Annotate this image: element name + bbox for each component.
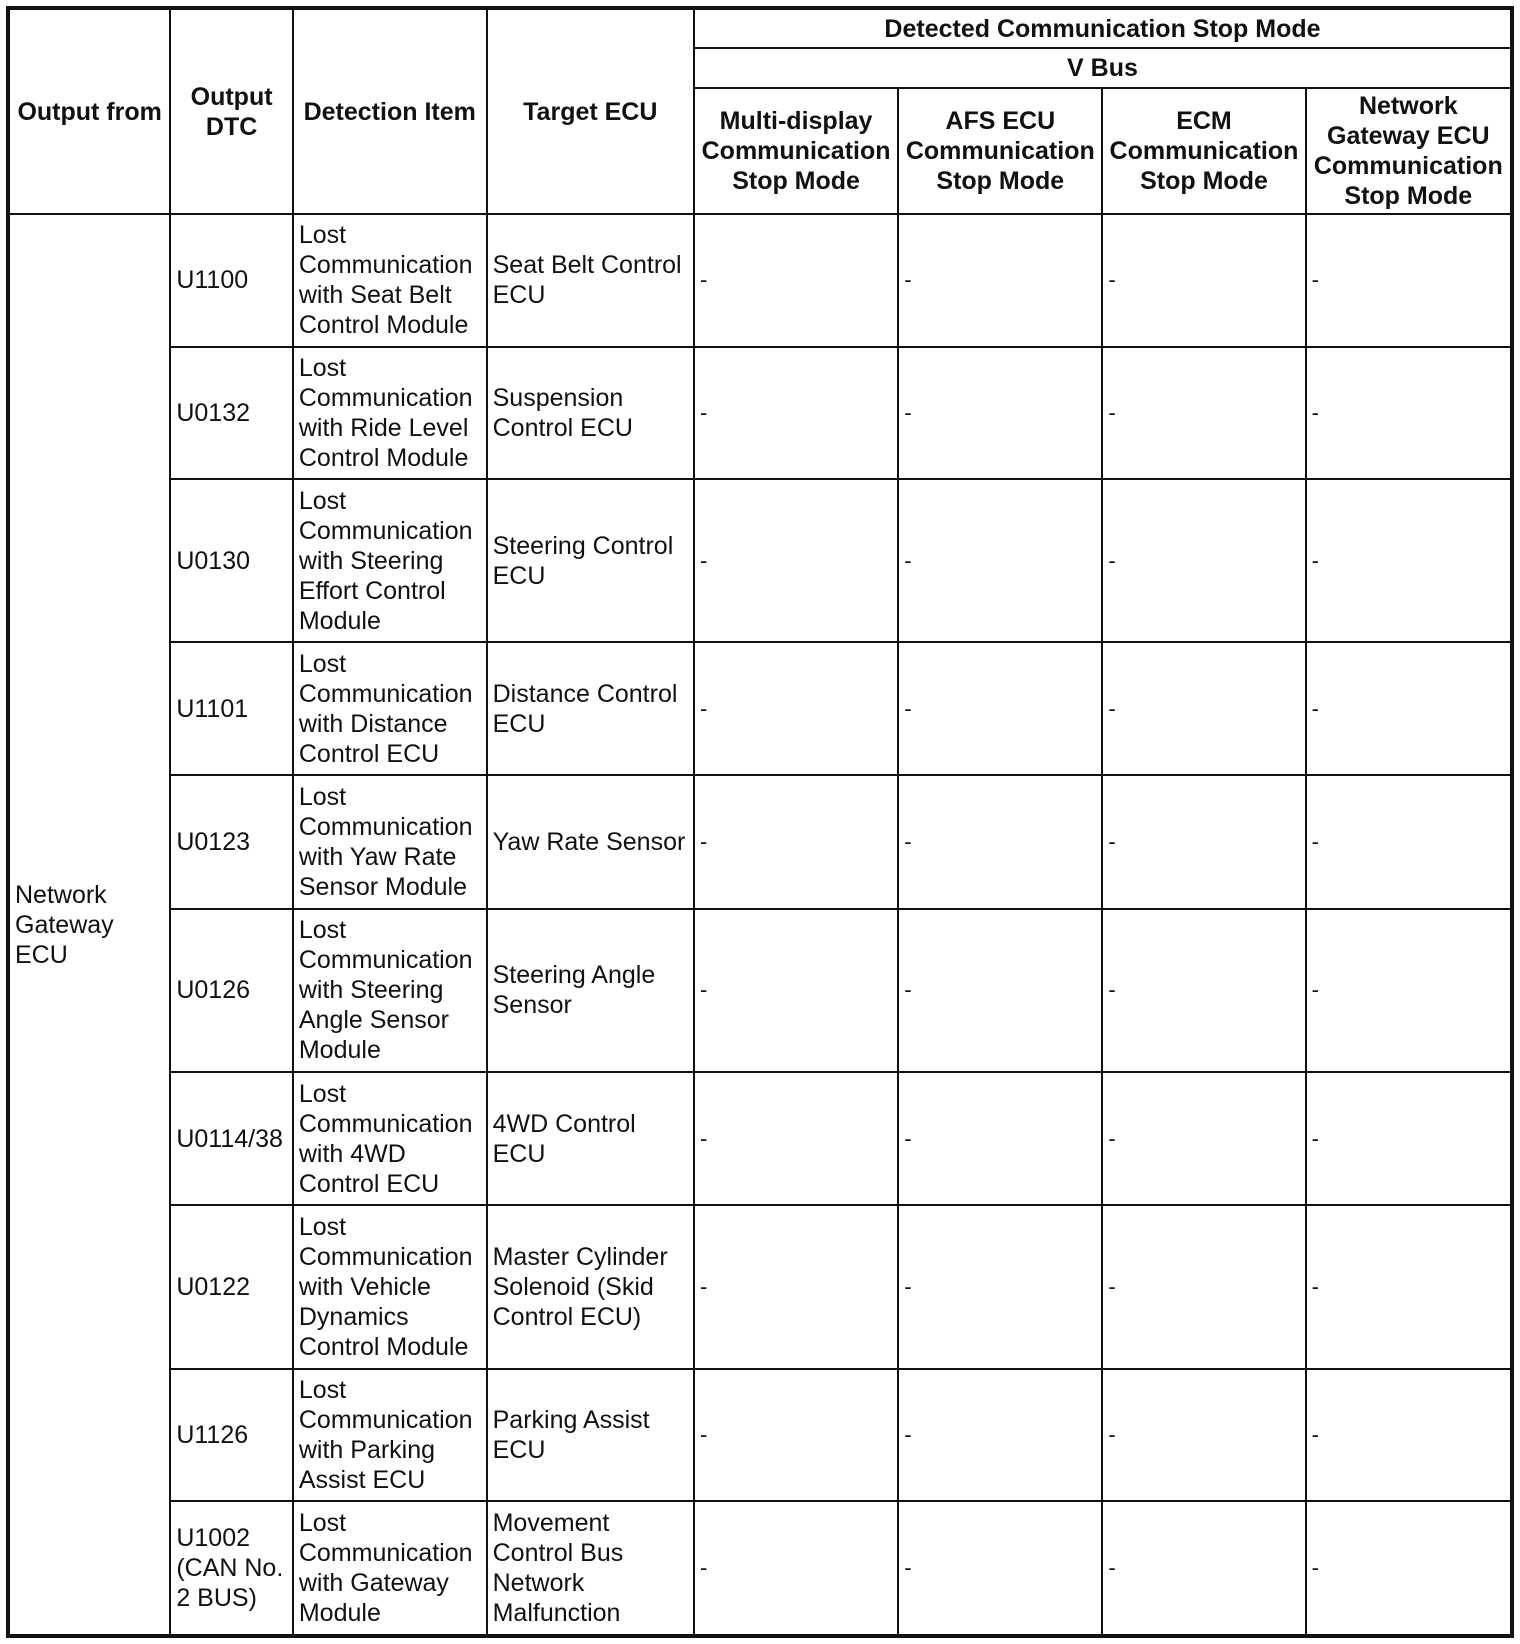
dtc-cell: U0122	[170, 1205, 293, 1368]
table-row	[8, 347, 1512, 480]
mode-cell: -	[898, 642, 1102, 775]
table-row	[8, 909, 1512, 1072]
mode-cell: -	[694, 347, 898, 480]
dtc-cell: U1100	[170, 214, 293, 347]
detection-item-cell: Lost Communication with Distance Control ECU	[293, 642, 487, 775]
header-mode-network-gateway: Network Gateway ECU Communication Stop Mode	[1306, 88, 1512, 214]
detection-item-cell: Lost Communication with Ride Level Control Module	[293, 347, 487, 480]
header-output-dtc: Output DTC	[170, 8, 293, 214]
header-detected-mode: Detected Communication Stop Mode	[694, 8, 1512, 48]
mode-cell: -	[1306, 1501, 1512, 1636]
mode-cell: -	[1102, 1205, 1305, 1368]
target-ecu-cell: Seat Belt Control ECU	[487, 214, 694, 347]
mode-cell: -	[1306, 1205, 1512, 1368]
mode-cell: -	[1102, 214, 1305, 347]
target-ecu-cell: Movement Control Bus Network Malfunction	[487, 1501, 694, 1636]
mode-cell: -	[694, 642, 898, 775]
mode-cell: -	[694, 1369, 898, 1502]
dtc-cell: U0130	[170, 479, 293, 642]
dtc-cell: U0123	[170, 775, 293, 909]
dtc-cell: U0114/38	[170, 1072, 293, 1206]
output-from-cell: Network Gateway ECU	[8, 214, 170, 1636]
detection-item-cell: Lost Communication with Vehicle Dynamics Control Module	[293, 1205, 487, 1368]
dtc-cell: U1002 (CAN No. 2 BUS)	[170, 1501, 293, 1636]
header-mode-afs-ecu: AFS ECU Communication Stop Mode	[898, 88, 1102, 214]
header-mode-multi-display: Multi-display Communication Stop Mode	[694, 88, 898, 214]
mode-cell: -	[1102, 1072, 1305, 1206]
table-row	[8, 775, 1512, 909]
table-row	[8, 1205, 1512, 1368]
header-detection-item: Detection Item	[293, 8, 487, 214]
mode-cell: -	[694, 479, 898, 642]
mode-cell: -	[1306, 214, 1512, 347]
table-row	[8, 1501, 1512, 1636]
target-ecu-cell: 4WD Control ECU	[487, 1072, 694, 1206]
detection-item-cell: Lost Communication with Yaw Rate Sensor Module	[293, 775, 487, 909]
target-ecu-cell: Distance Control ECU	[487, 642, 694, 775]
mode-cell: -	[694, 1501, 898, 1636]
mode-cell: -	[898, 214, 1102, 347]
detection-item-cell: Lost Communication with Parking Assist ECU	[293, 1369, 487, 1502]
target-ecu-cell: Yaw Rate Sensor	[487, 775, 694, 909]
mode-cell: -	[1306, 347, 1512, 480]
mode-cell: -	[898, 1369, 1102, 1502]
mode-cell: -	[694, 1205, 898, 1368]
target-ecu-cell: Steering Angle Sensor	[487, 909, 694, 1072]
mode-cell: -	[1306, 1369, 1512, 1502]
dtc-cell: U0126	[170, 909, 293, 1072]
mode-cell: -	[1102, 642, 1305, 775]
detection-item-cell: Lost Communication with 4WD Control ECU	[293, 1072, 487, 1206]
mode-cell: -	[898, 479, 1102, 642]
header-v-bus: V Bus	[694, 48, 1512, 88]
mode-cell: -	[1102, 909, 1305, 1072]
mode-cell: -	[1306, 642, 1512, 775]
header-output-from: Output from	[8, 8, 170, 214]
header-mode-ecm: ECM Communication Stop Mode	[1102, 88, 1305, 214]
mode-cell: -	[1102, 347, 1305, 480]
dtc-cell: U1101	[170, 642, 293, 775]
mode-cell: -	[1306, 775, 1512, 909]
mode-cell: -	[694, 775, 898, 909]
table-row	[8, 479, 1512, 642]
table-row	[8, 642, 1512, 775]
detection-item-cell: Lost Communication with Seat Belt Control Module	[293, 214, 487, 347]
mode-cell: -	[1306, 479, 1512, 642]
detection-item-cell: Lost Communication with Gateway Module	[293, 1501, 487, 1636]
table-row	[8, 1072, 1512, 1206]
target-ecu-cell: Master Cylinder Solenoid (Skid Control ECU)	[487, 1205, 694, 1368]
mode-cell: -	[898, 1072, 1102, 1206]
mode-cell: -	[898, 1501, 1102, 1636]
mode-cell: -	[1306, 909, 1512, 1072]
mode-cell: -	[898, 1205, 1102, 1368]
mode-cell: -	[1102, 1369, 1305, 1502]
table-row	[8, 1369, 1512, 1502]
mode-cell: -	[898, 909, 1102, 1072]
dtc-table	[6, 6, 1514, 1638]
mode-cell: -	[1102, 775, 1305, 909]
mode-cell: -	[694, 1072, 898, 1206]
mode-cell: -	[898, 347, 1102, 480]
target-ecu-cell: Steering Control ECU	[487, 479, 694, 642]
mode-cell: -	[694, 214, 898, 347]
detection-item-cell: Lost Communication with Steering Angle Sensor Module	[293, 909, 487, 1072]
mode-cell: -	[1306, 1072, 1512, 1206]
dtc-cell: U1126	[170, 1369, 293, 1502]
mode-cell: -	[898, 775, 1102, 909]
mode-cell: -	[694, 909, 898, 1072]
mode-cell: -	[1102, 1501, 1305, 1636]
dtc-cell: U0132	[170, 347, 293, 480]
target-ecu-cell: Suspension Control ECU	[487, 347, 694, 480]
header-target-ecu: Target ECU	[487, 8, 694, 214]
detection-item-cell: Lost Communication with Steering Effort Control Module	[293, 479, 487, 642]
table-row	[8, 214, 1512, 347]
target-ecu-cell: Parking Assist ECU	[487, 1369, 694, 1502]
mode-cell: -	[1102, 479, 1305, 642]
